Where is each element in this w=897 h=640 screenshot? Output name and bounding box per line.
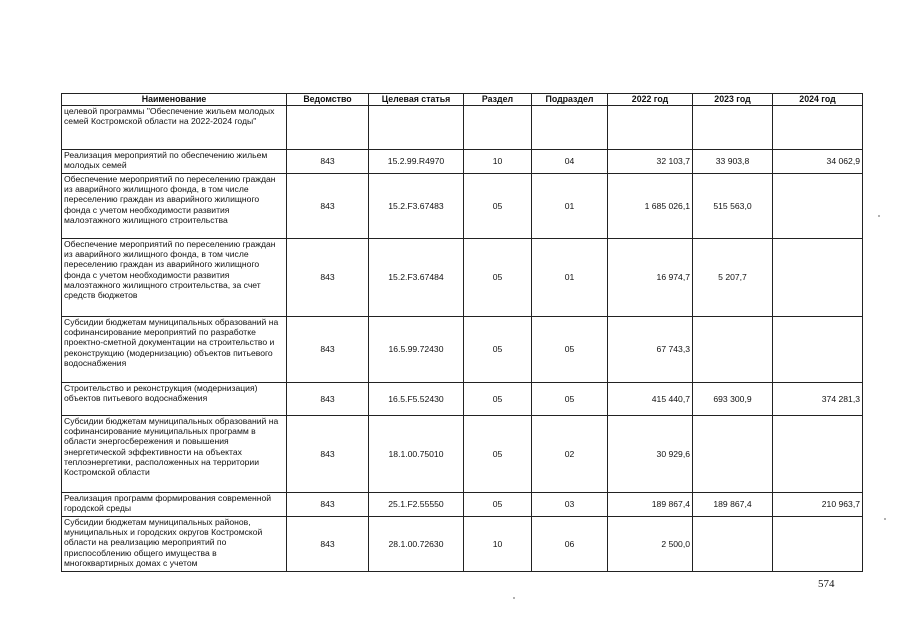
row-section: 05 bbox=[464, 239, 532, 317]
row-dept bbox=[287, 106, 369, 150]
row-2023: 515 563,0 bbox=[693, 174, 773, 239]
row-2023 bbox=[693, 416, 773, 493]
row-2023: 33 903,8 bbox=[693, 150, 773, 174]
column-header-2024: 2024 год bbox=[773, 94, 863, 106]
row-subsection: 01 bbox=[532, 239, 608, 317]
row-subsection: 01 bbox=[532, 174, 608, 239]
row-subsection: 05 bbox=[532, 383, 608, 416]
row-article: 16.5.F5.52430 bbox=[369, 383, 464, 416]
row-dept: 843 bbox=[287, 517, 369, 572]
column-header-article: Целевая статья bbox=[369, 94, 464, 106]
row-dept: 843 bbox=[287, 239, 369, 317]
row-name: целевой программы "Обеспечение жильем молодых семей Костромской области на 2022-2024 годы" bbox=[62, 106, 287, 150]
row-section: 05 bbox=[464, 493, 532, 517]
row-2024 bbox=[773, 106, 863, 150]
row-subsection: 02 bbox=[532, 416, 608, 493]
row-section: 10 bbox=[464, 150, 532, 174]
budget-table bbox=[61, 93, 863, 572]
column-header-section: Раздел bbox=[464, 94, 532, 106]
column-header-dept: Ведомство bbox=[287, 94, 369, 106]
table-row bbox=[62, 416, 863, 493]
row-subsection: 05 bbox=[532, 317, 608, 383]
row-name: Строительство и реконструкция (модернизация) объектов питьевого водоснабжения bbox=[62, 383, 287, 416]
row-name: Субсидии бюджетам муниципальных образований на софинансирование муниципальных программ в области энергосбережения и повышения энергетической эффективности на объектах теплоэнергетики, расположенных на территории Костромской области bbox=[62, 416, 287, 493]
row-article: 25.1.F2.55550 bbox=[369, 493, 464, 517]
row-dept: 843 bbox=[287, 174, 369, 239]
row-2022: 1 685 026,1 bbox=[608, 174, 693, 239]
row-2024 bbox=[773, 174, 863, 239]
row-section: 05 bbox=[464, 317, 532, 383]
row-name: Субсидии бюджетам муниципальных образований на софинансирование мероприятий по разработке проектно-сметной документации на строительство и реконструкцию (модернизацию) объектов питьевого водоснабжения bbox=[62, 317, 287, 383]
row-2024 bbox=[773, 416, 863, 493]
table-row bbox=[62, 493, 863, 517]
row-dept: 843 bbox=[287, 317, 369, 383]
column-header-subsection: Подраздел bbox=[532, 94, 608, 106]
row-subsection: 03 bbox=[532, 493, 608, 517]
row-2024: 34 062,9 bbox=[773, 150, 863, 174]
row-article: 28.1.00.72630 bbox=[369, 517, 464, 572]
table-header-row bbox=[62, 94, 863, 106]
row-subsection: 04 bbox=[532, 150, 608, 174]
row-dept: 843 bbox=[287, 150, 369, 174]
row-2022 bbox=[608, 106, 693, 150]
row-name: Реализация мероприятий по обеспечению жильем молодых семей bbox=[62, 150, 287, 174]
row-name: Реализация программ формирования современной городской среды bbox=[62, 493, 287, 517]
row-article: 15.2.F3.67484 bbox=[369, 239, 464, 317]
row-article: 15.2.99.R4970 bbox=[369, 150, 464, 174]
row-2024: 210 963,7 bbox=[773, 493, 863, 517]
row-article: 16.5.99.72430 bbox=[369, 317, 464, 383]
table-row bbox=[62, 174, 863, 239]
row-2022: 189 867,4 bbox=[608, 493, 693, 517]
table-row bbox=[62, 383, 863, 416]
column-header-2022: 2022 год bbox=[608, 94, 693, 106]
row-dept: 843 bbox=[287, 416, 369, 493]
row-2024 bbox=[773, 239, 863, 317]
row-2022: 415 440,7 bbox=[608, 383, 693, 416]
row-article: 15.2.F3.67483 bbox=[369, 174, 464, 239]
scan-speck bbox=[878, 215, 880, 217]
row-2023 bbox=[693, 517, 773, 572]
row-article: 18.1.00.75010 bbox=[369, 416, 464, 493]
row-2023 bbox=[693, 106, 773, 150]
row-2024 bbox=[773, 517, 863, 572]
table-row bbox=[62, 106, 863, 150]
column-header-name: Наименование bbox=[62, 94, 287, 106]
row-2022: 2 500,0 bbox=[608, 517, 693, 572]
row-name: Обеспечение мероприятий по переселению граждан из аварийного жилищного фонда, в том числе переселению граждан из аварийного жилищного фонда с учетом необходимости развития малоэтажного жилищного строительства bbox=[62, 174, 287, 239]
table-row bbox=[62, 150, 863, 174]
scan-speck bbox=[884, 518, 886, 520]
row-2022: 67 743,3 bbox=[608, 317, 693, 383]
row-article bbox=[369, 106, 464, 150]
row-name: Субсидии бюджетам муниципальных районов, муниципальных и городских округов Костромской области на реализацию мероприятий по приспособлению общего имущества в многоквартирных домах с учетом bbox=[62, 517, 287, 572]
row-2022: 30 929,6 bbox=[608, 416, 693, 493]
row-2024 bbox=[773, 317, 863, 383]
row-dept: 843 bbox=[287, 383, 369, 416]
row-section: 05 bbox=[464, 174, 532, 239]
row-2022: 32 103,7 bbox=[608, 150, 693, 174]
table-row bbox=[62, 239, 863, 317]
row-section: 05 bbox=[464, 383, 532, 416]
row-2023: 5 207,7 bbox=[693, 239, 773, 317]
page-number: 574 bbox=[818, 578, 835, 590]
row-2022: 16 974,7 bbox=[608, 239, 693, 317]
row-2023: 693 300,9 bbox=[693, 383, 773, 416]
table-row bbox=[62, 317, 863, 383]
row-2024: 374 281,3 bbox=[773, 383, 863, 416]
row-subsection: 06 bbox=[532, 517, 608, 572]
row-section bbox=[464, 106, 532, 150]
row-subsection bbox=[532, 106, 608, 150]
row-section: 10 bbox=[464, 517, 532, 572]
table-row bbox=[62, 517, 863, 572]
row-2023 bbox=[693, 317, 773, 383]
column-header-2023: 2023 год bbox=[693, 94, 773, 106]
row-dept: 843 bbox=[287, 493, 369, 517]
row-section: 05 bbox=[464, 416, 532, 493]
row-name: Обеспечение мероприятий по переселению граждан из аварийного жилищного фонда, в том числе переселению граждан из аварийного жилищного фонда с учетом необходимости развития малоэтажного жилищного строительства, за счет средств бюджетов bbox=[62, 239, 287, 317]
row-2023: 189 867,4 bbox=[693, 493, 773, 517]
scan-speck bbox=[513, 597, 515, 599]
